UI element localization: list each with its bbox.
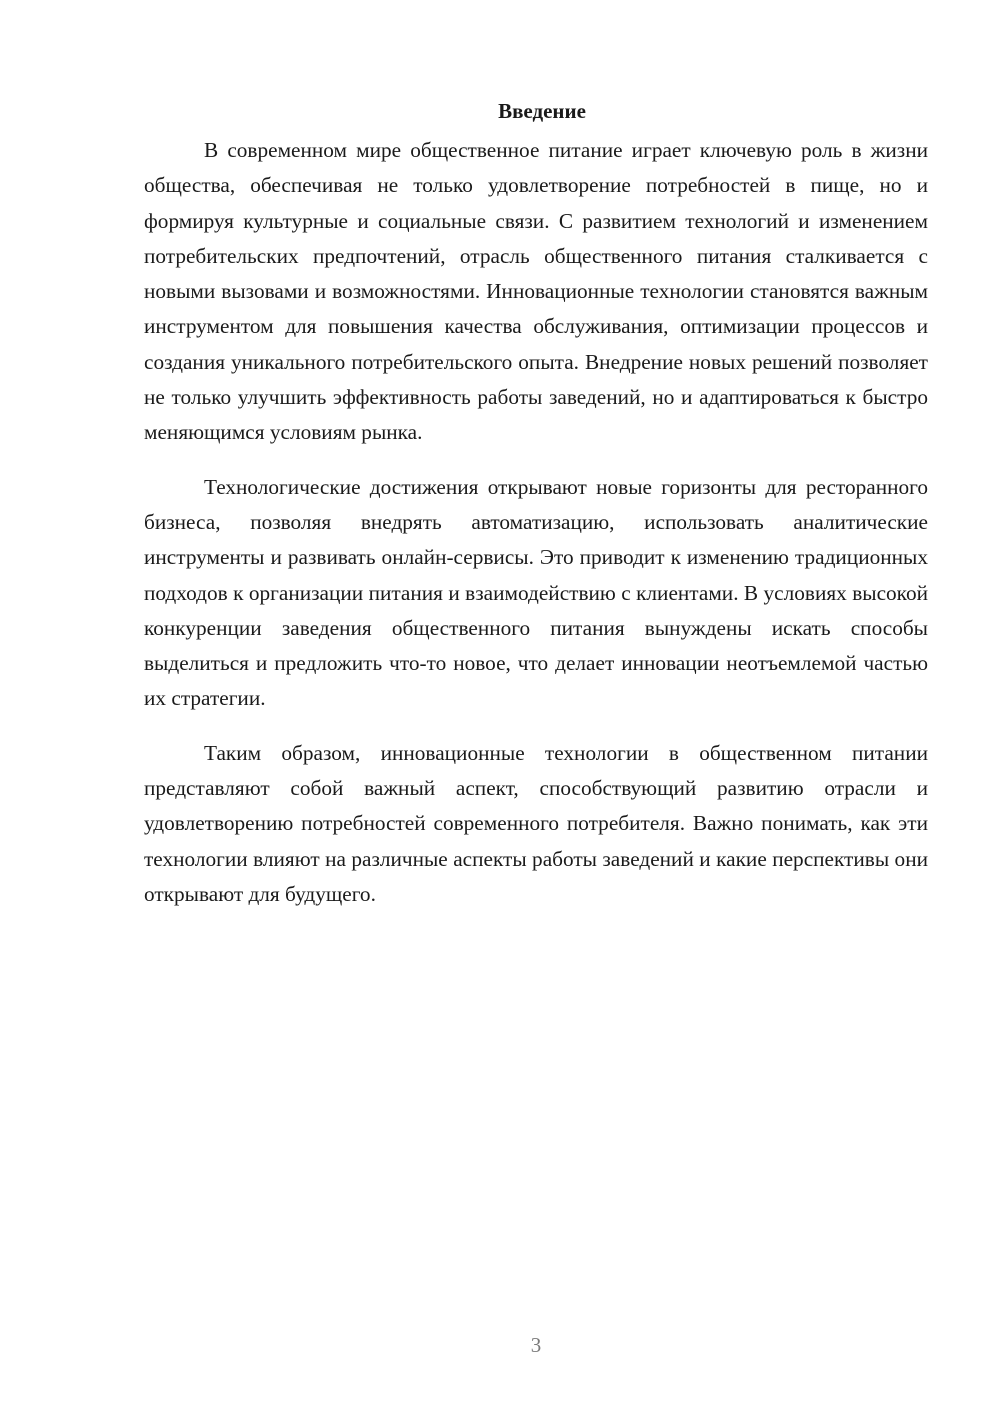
page-number: 3 [530,1333,542,1357]
paragraph-1: В современном мире общественное питание играет ключевую роль в жизни общества, обеспечивая не только удовлетворение потребностей в пище, но и формируя культурные и социальные связи. С развитием технологий и изменением потребительских предпочтений, отрасль общественного питания сталкивается с новыми вызовами и возможностями. Инновационные технологии становятся важным инструментом для повышения качества обслуживания, оптимизации процессов и создания уникального потребительского опыта. Внедрение новых решений позволяет не только улучшить эффективность работы заведений, но и адаптироваться к быстро меняющимся условиям рынка. [144,138,928,445]
section-heading: Введение [498,99,586,123]
paragraph-2: Технологические достижения открывают новые горизонты для ресторанного бизнеса, позволяя внедрять автоматизацию, использовать аналитические инструменты и развивать онлайн-сервисы. Это приводит к изменению традиционных подходов к организации питания и взаимодействию с клиентами. В условиях высокой конкуренции заведения общественного питания вынуждены искать способы выделиться и предложить что-то новое, что делает инновации неотъемлемой частью их стратегии. [144,474,928,711]
paragraph-3: Таким образом, инновационные технологии в общественном питании представляют собой важный аспект, способствующий развитию отрасли и удовлетворению потребностей современного потребителя. Важно понимать, как эти технологии влияют на различные аспекты работы заведений и какие перспективы они открывают для будущего. [144,740,928,906]
page-content [144,93,928,931]
